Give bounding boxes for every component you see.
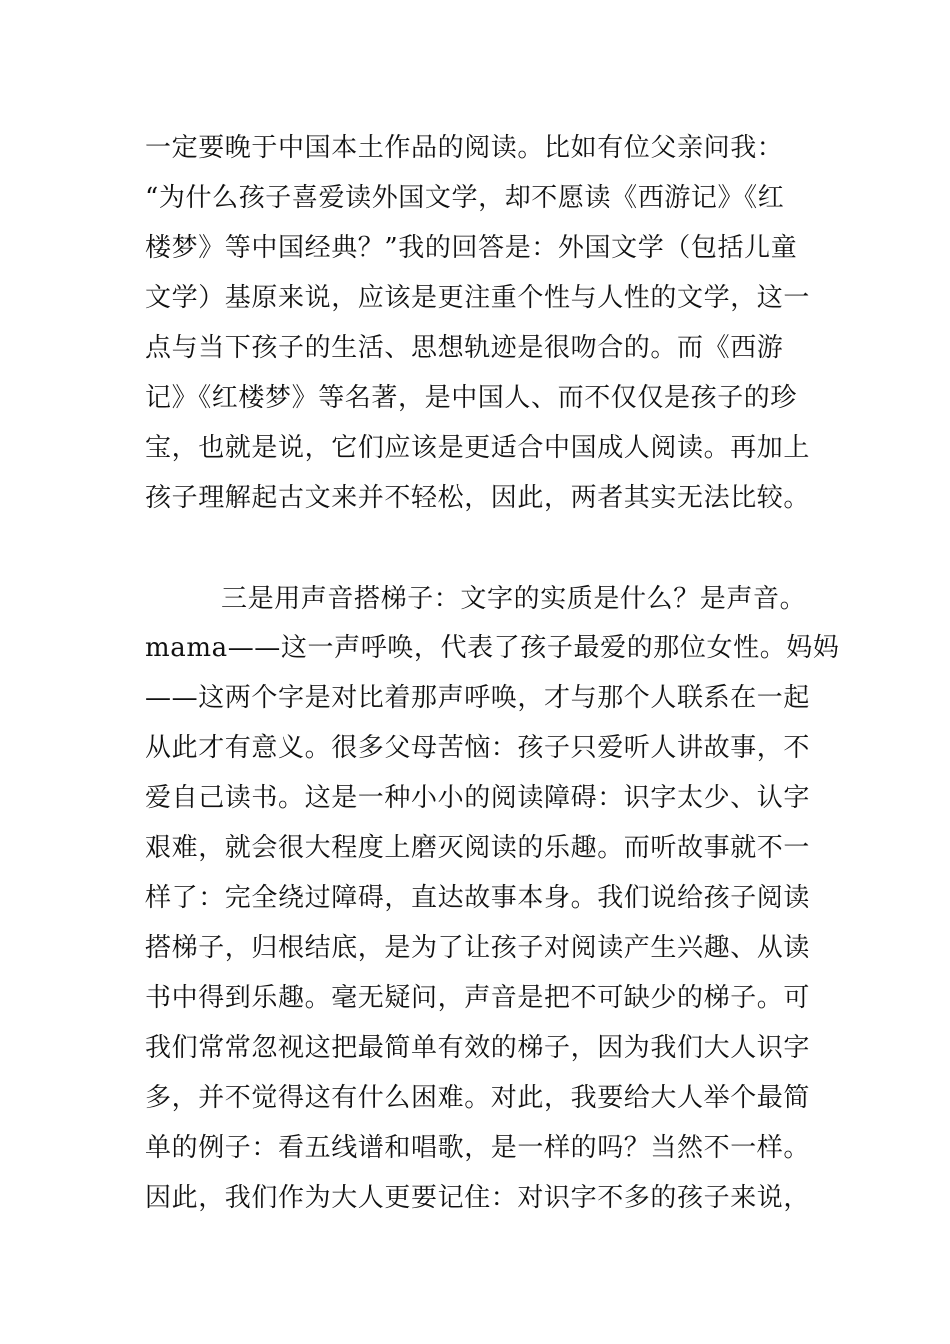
text-line: 孩子理解起古文来并不轻松，因此，两者其实无法比较。 xyxy=(145,483,811,513)
text-line: 从此才有意义。很多父母苦恼：孩子只爱听人讲故事，不 xyxy=(145,733,811,763)
text-line: 楼梦》等中国经典？”我的回答是：外国文学（包括儿童 xyxy=(145,233,798,263)
text-line: 点与当下孩子的生活、思想轨迹是很吻合的。而《西游 xyxy=(145,333,784,363)
text-line: 一定要晚于中国本土作品的阅读。比如有位父亲问我： xyxy=(145,133,784,163)
text-line: 文学）基原来说，应该是更注重个性与人性的文学，这一 xyxy=(145,283,811,313)
text-line: “为什么孩子喜爱读外国文学，却不愿读《西游记》《红 xyxy=(145,183,785,213)
text-line: 爱自己读书。这是一种小小的阅读障碍：识字太少、认字 xyxy=(145,783,811,813)
text-line: ——这两个字是对比着那声呼唤，才与那个人联系在一起 xyxy=(145,683,811,713)
text-line: 艰难，就会很大程度上磨灭阅读的乐趣。而听故事就不一 xyxy=(145,833,811,863)
text-line: 单的例子：看五线谱和唱歌，是一样的吗？当然不一样。 xyxy=(145,1133,811,1163)
text-line: 我们常常忽视这把最简单有效的梯子，因为我们大人识字 xyxy=(145,1033,811,1063)
text-line: 因此，我们作为大人更要记住：对识字不多的孩子来说， xyxy=(145,1183,811,1213)
text-line: mama——这一声呼唤，代表了孩子最爱的那位女性。妈妈 xyxy=(145,633,840,663)
text-line: 多，并不觉得这有什么困难。对此，我要给大人举个最简 xyxy=(145,1083,811,1113)
text-line: 记》《红楼梦》等名著，是中国人、而不仅仅是孩子的珍 xyxy=(145,383,798,413)
text-line: 搭梯子，归根结底，是为了让孩子对阅读产生兴趣、从读 xyxy=(145,933,811,963)
text-line: 宝，也就是说，它们应该是更适合中国成人阅读。再加上 xyxy=(145,433,811,463)
paragraph-first-line: 三是用声音搭梯子：文字的实质是什么？是声音。 xyxy=(221,584,807,614)
text-line: 样了：完全绕过障碍，直达故事本身。我们说给孩子阅读 xyxy=(145,883,811,913)
text-line: 书中得到乐趣。毫无疑问，声音是把不可缺少的梯子。可 xyxy=(145,983,811,1013)
